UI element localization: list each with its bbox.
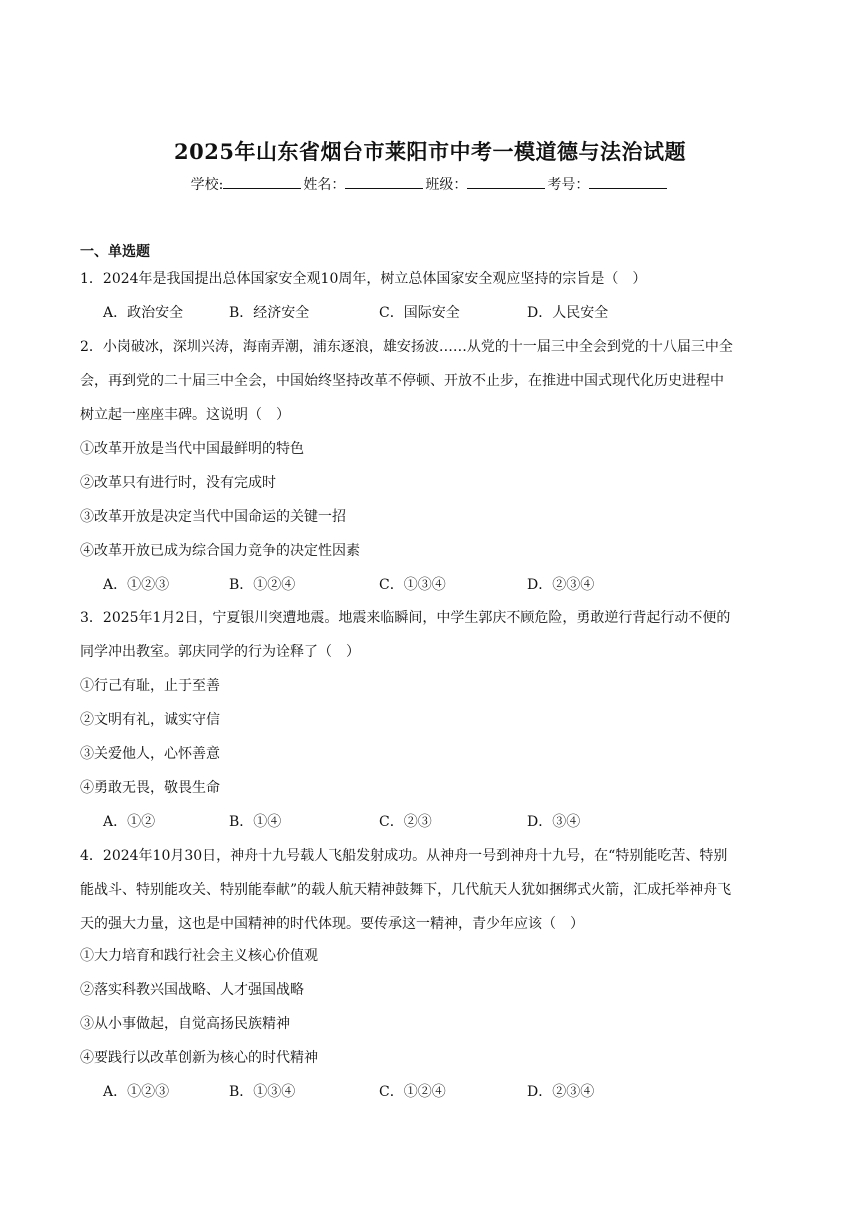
exam-title: 2025年山东省烟台市莱阳市中考一模道德与法治试题 xyxy=(174,139,686,164)
school-label: 学校: xyxy=(190,177,224,193)
name-blank[interactable] xyxy=(345,175,423,189)
question-2-stem-line: 树立起一座座丰碑。这说明（ ） xyxy=(80,407,290,423)
question-3-statement: ①行己有耻，止于至善 xyxy=(80,678,220,694)
question-3-option-a[interactable]: A．①② xyxy=(103,814,156,830)
question-2-statement: ②改革只有进行时，没有完成时 xyxy=(80,475,276,491)
question-4-statement: ①大力培育和践行社会主义核心价值观 xyxy=(80,948,318,964)
name-label: 姓名： xyxy=(303,177,346,193)
exam-number-label: 考号： xyxy=(547,177,590,193)
section-heading: 一、单选题 xyxy=(80,244,150,260)
question-1-option-d[interactable]: D．人民安全 xyxy=(527,305,609,321)
question-4-statement: ④要践行以改革创新为核心的时代精神 xyxy=(80,1050,318,1066)
question-2-option-d[interactable]: D．②③④ xyxy=(527,577,595,593)
class-label: 班级： xyxy=(425,177,468,193)
question-4-option-d[interactable]: D．②③④ xyxy=(527,1084,595,1100)
question-4-stem-line: 天的强大力量，这也是中国精神的时代体现。要传承这一精神，青少年应该（ ） xyxy=(80,916,584,932)
question-2-statement: ①改革开放是当代中国最鲜明的特色 xyxy=(80,441,304,457)
question-1-option-c[interactable]: C．国际安全 xyxy=(379,305,460,321)
question-3-stem-line: 同学冲出教室。郭庆同学的行为诠释了（ ） xyxy=(80,644,360,660)
question-1-stem-line: 1．2024年是我国提出总体国家安全观10周年，树立总体国家安全观应坚持的宗旨是（ ） xyxy=(80,271,647,287)
question-3-statement: ②文明有礼，诚实守信 xyxy=(80,712,220,728)
question-4-statement: ③从小事做起，自觉高扬民族精神 xyxy=(80,1016,290,1032)
question-4-stem-line: 4．2024年10月30日，神舟十九号载人飞船发射成功。从神舟一号到神舟十九号，在“特别能吃苦、特别 xyxy=(80,848,728,864)
question-4-stem-line: 能战斗、特别能攻关、特别能奉献”的载人航天精神鼓舞下，几代航天人犹如捆绑式火箭，汇成托举神舟飞 xyxy=(80,882,732,898)
question-2-option-b[interactable]: B．①②④ xyxy=(229,577,296,593)
question-2-option-c[interactable]: C．①③④ xyxy=(379,577,446,593)
question-2-statement: ④改革开放已成为综合国力竞争的决定性因素 xyxy=(80,543,360,559)
question-2-stem-line: 2．小岗破冰，深圳兴涛，海南弄潮，浦东逐浪，雄安扬波……从党的十一届三中全会到党的十八届三中全 xyxy=(80,339,733,355)
question-3-option-c[interactable]: C．②③ xyxy=(379,814,432,830)
question-4-option-c[interactable]: C．①②④ xyxy=(379,1084,446,1100)
question-3-statement: ④勇敢无畏，敬畏生命 xyxy=(80,780,220,796)
question-4-statement: ②落实科教兴国战略、人才强国战略 xyxy=(80,982,304,998)
school-blank[interactable] xyxy=(223,175,301,189)
exam-number-blank[interactable] xyxy=(589,175,667,189)
question-1-option-a[interactable]: A．政治安全 xyxy=(103,305,184,321)
question-3-statement: ③关爱他人，心怀善意 xyxy=(80,746,220,762)
question-3-option-d[interactable]: D．③④ xyxy=(527,814,581,830)
question-4-option-a[interactable]: A．①②③ xyxy=(103,1084,170,1100)
question-3-option-b[interactable]: B．①④ xyxy=(229,814,282,830)
question-2-statement: ③改革开放是决定当代中国命运的关键一招 xyxy=(80,509,346,525)
question-3-stem-line: 3．2025年1月2日，宁夏银川突遭地震。地震来临瞬间，中学生郭庆不顾危险，勇敢逆行背起行动不便的 xyxy=(80,610,731,626)
question-4-option-b[interactable]: B．①③④ xyxy=(229,1084,296,1100)
student-info-line xyxy=(0,174,860,194)
question-2-option-a[interactable]: A．①②③ xyxy=(103,577,170,593)
class-blank[interactable] xyxy=(467,175,545,189)
question-1-option-b[interactable]: B．经济安全 xyxy=(229,305,310,321)
question-2-stem-line: 会，再到党的二十届三中全会，中国始终坚持改革不停顿、开放不止步，在推进中国式现代化历史进程中 xyxy=(80,373,724,389)
